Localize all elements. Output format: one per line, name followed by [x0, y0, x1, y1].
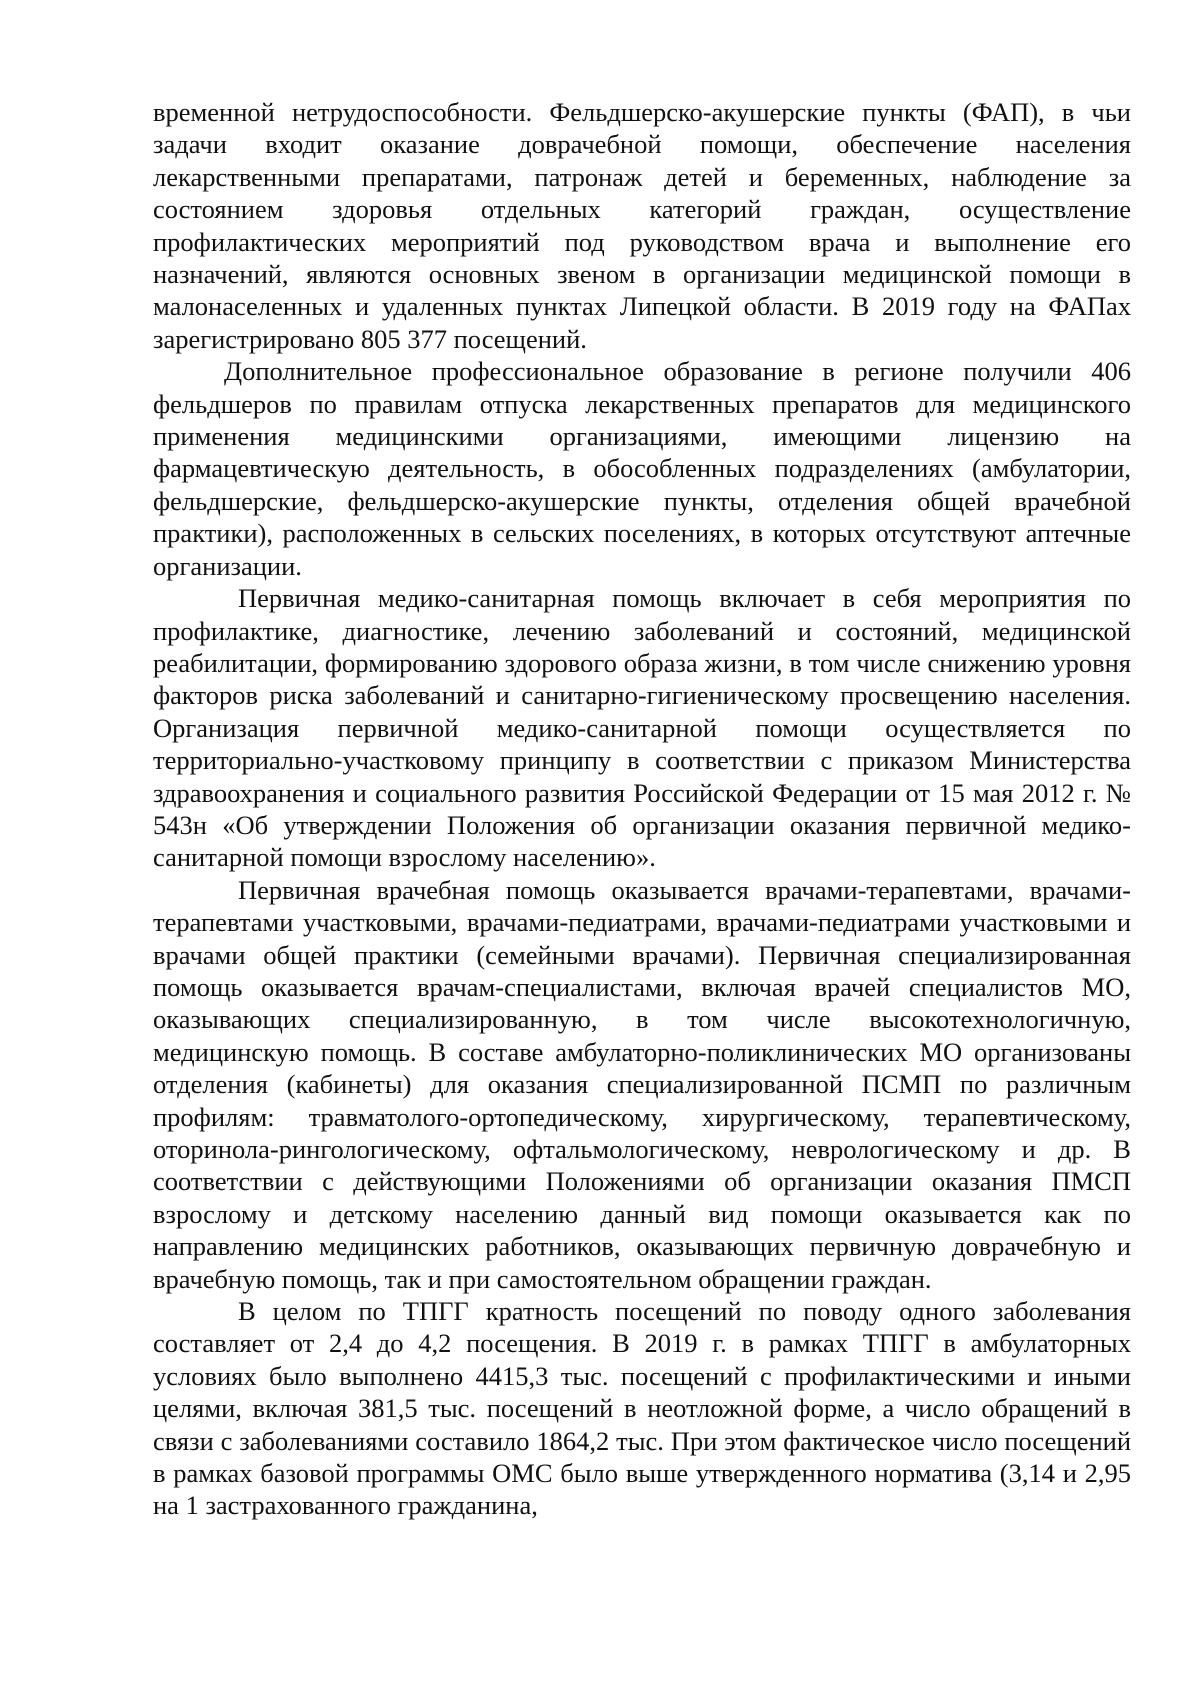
document-body [153, 96, 1131, 1522]
paragraph-fap: временной нетрудоспособности. Фельдшерско-акушерские пункты (ФАП), в чьи задачи входит оказание доврачебной помощи, обеспечение населения лекарственными препаратами, патронаж детей и беременных, наблюдение за состоянием здоровья отдельных категорий граждан, осуществление профилактических мероприятий под руководством врача и выполнение его назначений, являются основных звеном в организации медицинской помощи в малонаселенных и удаленных пунктах Липецкой области. В 2019 году на ФАПах зарегистрировано 805 377 посещений. [153, 97, 1131, 354]
paragraph-education: Дополнительное профессиональное образование в регионе получили 406 фельдшеров по правилам отпуска лекарственных препаратов для медицинского применения медицинскими организациями, имеющими лицензию на фармацевтическую деятельность, в обособленных подразделениях (амбулатории, фельдшерские, фельдшерско-акушерские пункты, отделения общей врачебной практики), расположенных в сельских поселениях, в которых отсутствуют аптечные организации. [153, 356, 1131, 581]
paragraph-physician-care: Первичная врачебная помощь оказывается врачами-терапевтами, врачами-терапевтами участковыми, врачами-педиатрами, врачами-педиатрами участковыми и врачами общей практики (семейными врачами). Первичная специализированная помощь оказывается врачам-специалистами, включая врачей специалистов МО, оказывающих специализированную, в том числе высокотехнологичную, медицинскую помощь. В составе амбулаторно-поликлинических МО организованы отделения (кабинеты) для оказания специализированной ПСМП по различным профилям: травматолого-ортопедическому, хирургическому, терапевтическому, оторинола-рингологическому, офтальмологическому, неврологическому и др. В соответствии с действующими Положениями об организации оказания ПМСП взрослому и детскому населению данный вид помощи оказывается как по направлению медицинских работников, оказывающих первичную доврачебную и врачебную помощь, так и при самостоятельном обращении граждан. [153, 874, 1131, 1294]
paragraph-primary-care: Первичная медико-санитарная помощь включает в себя мероприятия по профилактике, диагностике, лечению заболеваний и состояний, медицинской реабилитации, формированию здорового образа жизни, в том числе снижению уровня факторов риска заболеваний и санитарно-гигиеническому просвещению населения. Организация первичной медико-санитарной помощи осуществляется по территориально-участковому принципу в соответствии с приказом Министерства здравоохранения и социального развития Российской Федерации от 15 мая 2012 г. № 543н «Об утверждении Положения об организации оказания первичной медико-санитарной помощи взрослому населению». [153, 583, 1131, 873]
paragraph-visit-statistics: В целом по ТПГГ кратность посещений по поводу одного заболевания составляет от 2,4 до 4,2 посещения. В 2019 г. в рамках ТПГГ в амбулаторных условиях было выполнено 4415,3 тыс. посещений с профилактическими и иными целями, включая 381,5 тыс. посещений в неотложной форме, а число обращений в связи с заболеваниями составило 1864,2 тыс. При этом фактическое число посещений в рамках базовой программы ОМС было выше утвержденного норматива (3,14 и 2,95 на 1 застрахованного гражданина, [153, 1296, 1131, 1521]
